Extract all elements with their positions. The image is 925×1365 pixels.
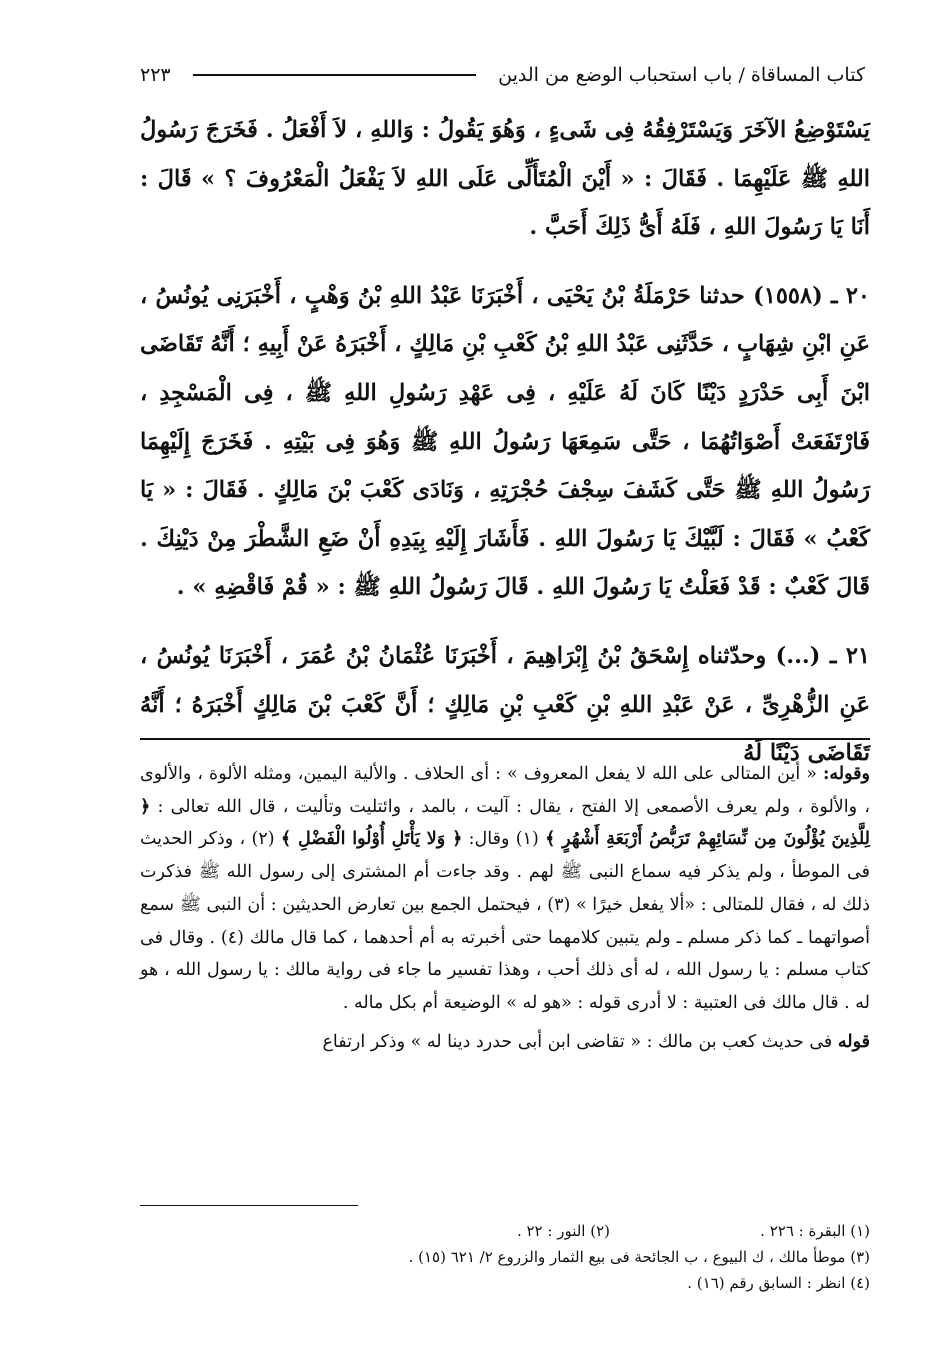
header-title: كتاب المساقاة / باب استحباب الوضع من الدين (498, 64, 865, 86)
commentary-divider (140, 738, 870, 740)
footnote-1: (١) البقرة : ٢٢٦ . (760, 1222, 870, 1240)
footnote-row-1 (140, 1218, 870, 1244)
commentary-paragraph-1 (140, 758, 870, 1020)
commentary-text-2: فى حديث كعب بن مالك : « تقاضى ابن أبى حدرد دينا له » وذكر ارتفاع (322, 1031, 833, 1052)
header-rule (193, 74, 476, 76)
commentary-paragraph-2 (140, 1026, 870, 1059)
footnote-3: (٣) موطأ مالك ، ك البيوع ، ب الجائحة فى بيع الثمار والزروع ٢/ ٦٢١ (١٥) . (408, 1248, 870, 1266)
quran-verse-2: ﴿ وَلا يَأْتَلِ أُوْلُوا الْفَضْلِ ﴾ (280, 829, 463, 850)
quran-verse-1: ﴿ لِلَّذِينَ يُؤْلُونَ مِن نِّسَائِهِمْ تَرَبُّصُ أَرْبَعَةِ أَشْهُرٍ ﴾ (140, 796, 870, 850)
footnote-row-2 (140, 1244, 870, 1270)
page-number: ٢٢٣ (140, 64, 171, 86)
commentary-text (140, 758, 870, 1064)
footnote-2: (٢) النور : ٢٢ . (516, 1222, 610, 1240)
footnotes (140, 1218, 870, 1296)
footnote-row-3 (140, 1270, 870, 1296)
commentary-text-1a: « أين المتالى على الله لا يفعل المعروف » : أى الحلاف . والألية اليمين، ومثله الألوة ، والألوى ، والألوة ، ولم يعرف الأصمعى إلا الفتح ، يقال : آليت ، بالمد ، وائتليت وتأليت ، قال الله تعالى : (140, 764, 870, 817)
commentary-text-1c: (٢) ، وذكر الحديث فى الموطأ ، ولم يذكر فيه سماع النبى ﷺ لهم . وقد جاءت أم المشترى إلى رسول الله ﷺ فذكرت ذلك له ، فقال للمتالى : «ألا يفعل خيرًا » (٣) ، فيحتمل الجمع بين تعارض الحديثين : أن النبى ﷺ سمع أصواتهما ـ كما ذكر مسلم ـ ولم يتبين كلامهما حتى أخبرته به أم أحدهما ، كما قال مالك (٤) . وقال فى كتاب مسلم : يا رسول الله ، له أى ذلك أحب ، وهذا تفسير ما جاء فى رواية مالك : يا رسول الله ، هو له . قال مالك فى العتبية : لا أدرى قوله : «هو له » الوضيعة أم بكل ماله . (140, 829, 870, 1013)
hadith-text (140, 106, 870, 798)
hadith-paragraph-continuation: يَسْتَوْضِعُ الآخَرَ وَيَسْتَرْفِقُهُ فِى شَىءٍ ، وَهُوَ يَقُولُ : وَاللهِ ، لاَ أَفْعَلُ . فَخَرَجَ رَسُولُ اللهِ ﷺ عَلَيْهِمَا . فَقَالَ : « أَيْنَ الْمُتَأَلِّى عَلَى اللهِ لاَ يَفْعَلُ الْمَعْرُوفَ ؟ » قَالَ : أَنَا يَا رَسُولَ اللهِ ، فَلَهُ أَىُّ ذَلِكَ أَحَبَّ . (140, 117, 870, 241)
footnote-4: (٤) انظر : السابق رقم (١٦) . (687, 1274, 870, 1292)
hadith-paragraph-20: ٢٠ ـ (١٥٥٨) حدثنا حَرْمَلَةُ بْنُ يَحْيَى ، أَخْبَرَنَا عَبْدُ اللهِ بْنُ وَهْبٍ ، أَخْبَرَنِى يُونُسُ ، عَنِ ابْنِ شِهَابٍ ، حَدَّثَنِى عَبْدُ اللهِ بْنُ كَعْبِ بْنِ مَالِكٍ ، أَخْبَرَهُ عَنْ أَبِيهِ ؛ أَنَّهُ تَقَاضَى ابْنَ أَبِى حَدْرَدٍ دَيْنًا كَانَ لَهُ عَلَيْهِ ، فِى عَهْدِ رَسُولِ اللهِ ﷺ ، فِى الْمَسْجِدِ ، فَارْتَفَعَتْ أَصْوَاتُهُمَا ، حَتَّى سَمِعَهَا رَسُولُ اللهِ ﷺ وَهُوَ فِى بَيْتِهِ . فَخَرَجَ إِلَيْهِمَا رَسُولُ اللهِ ﷺ حَتَّى كَشَفَ سِجْفَ حُجْرَتِهِ ، وَنَادَى كَعْبَ بْنَ مَالِكٍ . فَقَالَ : « يَا كَعْبُ » فَقَالَ : لَبَّيْكَ يَا رَسُولَ اللهِ . فَأَشَارَ إِلَيْهِ بِيَدِهِ أَنْ ضَعِ الشَّطْرَ مِنْ دَيْنِكَ . قَالَ كَعْبٌ : قَدْ فَعَلْتُ يَا رَسُولَ اللهِ . قَالَ رَسُولُ اللهِ ﷺ : « قُمْ فَاقْضِهِ » . (140, 282, 870, 601)
commentary-text-1b: (١) وقال: (468, 829, 539, 850)
footnote-rule (140, 1205, 358, 1206)
commentary-lead-2: قوله (837, 1031, 870, 1052)
commentary-lead-1: وقوله: (822, 764, 870, 784)
running-header (140, 58, 865, 92)
hadith-paragraph-21: ٢١ ـ (...) وحدّثناه إِسْحَقُ بْنُ إِبْرَاهِيمَ ، أَخْبَرَنَا عُثْمَانُ بْنُ عُمَرَ ، أَخْبَرَنَا يُونُسُ ، عَنِ الزُّهْرِىِّ ، عَنْ عَبْدِ اللهِ بْنِ كَعْبِ بْنِ مَالِكٍ ؛ أَنَّ كَعْبَ بْنَ مَالِكٍ أَخْبَرَهُ ؛ أَنَّهُ تَقَاضَى دَيْنًا لَهُ (140, 642, 870, 767)
